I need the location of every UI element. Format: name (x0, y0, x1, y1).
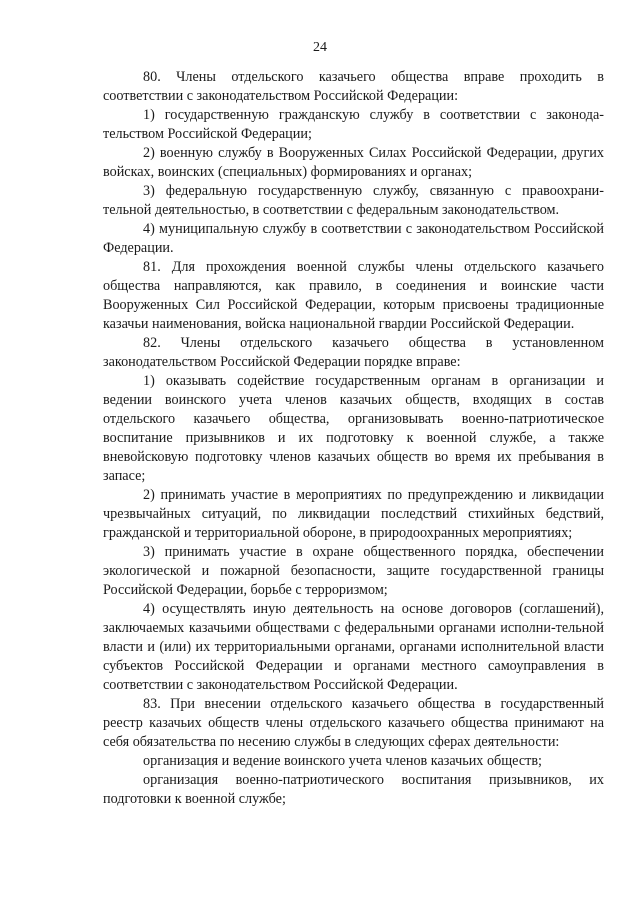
list-item-82-2: 2) принимать участие в мероприятиях по предупреждению и ликвидации чрезвычайных ситуаций, по ликвидации последствий стихийных бедствий, гражданской и территориальной обороне, в природоохранных мероприятиях; (103, 487, 604, 541)
list-item-80-4: 4) муниципальную службу в соответствии с законодательством Российской Федерации. (103, 221, 604, 256)
list-item-83-2: организация военно-патриотического воспитания призывников, их подготовки к военной службе; (103, 772, 604, 807)
paragraph-80: 80. Члены отдельского казачьего общества вправе проходить в соответствии с законодательством Российской Федерации: (103, 69, 604, 104)
list-item-82-4: 4) осуществлять иную деятельность на основе договоров (соглашений), заключаемых казачьими обществами с федеральными органами исполни-тельной власти и (или) их территориальными органами, органами исполнительной власти субъектов Российской Федерации и органами местного самоуправления в соответствии с законодательством Российской Федерации. (103, 601, 604, 693)
document-body (103, 68, 604, 809)
list-item-82-1: 1) оказывать содействие государственным органам в организации и ведении воинского учета членов казачьих обществ, входящих в состав отдельского казачьего общества, организовывать военно-патриотическое воспитание призывников и их подготовку к военной службе, а также вневойсковую подготовку членов казачьих обществ во время их пребывания в запасе; (103, 373, 604, 484)
list-item-80-2: 2) военную службу в Вооруженных Силах Российской Федерации, других войсках, воинских (специальных) формированиях и органах; (103, 145, 604, 180)
paragraph-82: 82. Члены отдельского казачьего общества в установленном законодательством Российской Федерации порядке вправе: (103, 335, 604, 370)
list-item-82-3: 3) принимать участие в охране общественного порядка, обеспечении экологической и пожарной безопасности, защите государственной границы Российской Федерации, борьбе с терроризмом; (103, 544, 604, 598)
list-item-80-3: 3) федеральную государственную службу, связанную с правоохрани-тельной деятельностью, в соответствии с федеральным законодательством. (103, 183, 604, 218)
paragraph-83: 83. При внесении отдельского казачьего общества в государственный реестр казачьих обществ члены отдельского казачьего общества принимают на себя обязательства по несению службы в следующих сферах деятельности: (103, 696, 604, 750)
list-item-80-1: 1) государственную гражданскую службу в соответствии с законода-тельством Российской Федерации; (103, 107, 604, 142)
page-number: 24 (313, 40, 327, 55)
list-item-83-1: организация и ведение воинского учета членов казачьих обществ; (143, 753, 542, 769)
paragraph-81: 81. Для прохождения военной службы члены отдельского казачьего общества направляются, как правило, в соединения и воинские части Вооруженных Сил Российской Федерации, которым присвоены традиционные казачьи наименования, войска национальной гвардии Российской Федерации. (103, 259, 604, 332)
